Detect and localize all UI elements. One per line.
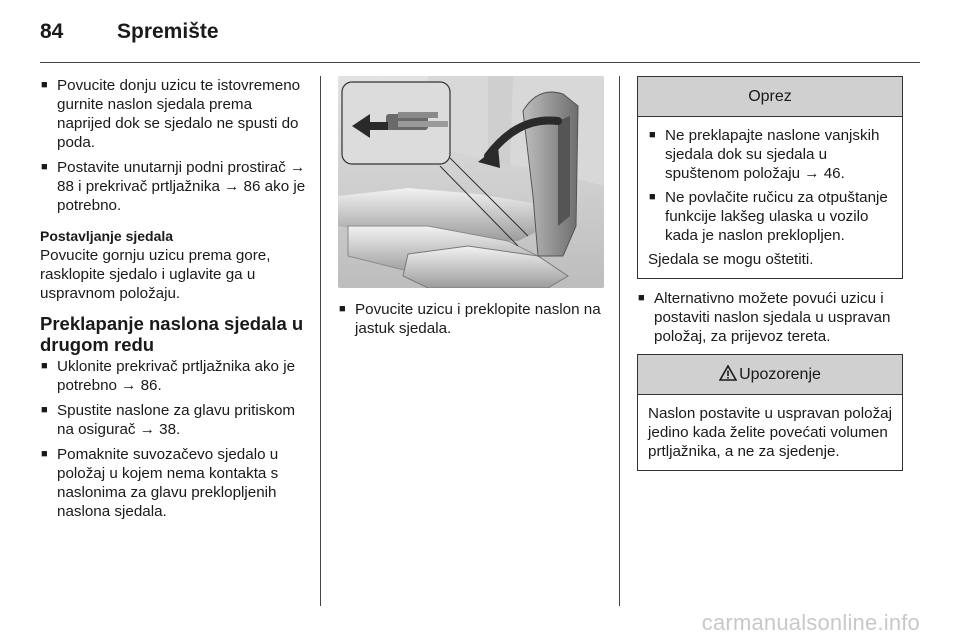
page-title: Spremište — [117, 20, 219, 43]
paragraph: Povucite gornju uzicu prema gore, rasklopite sjedalo i uglavite ga u uspravnom položaju. — [40, 247, 271, 302]
seat-illustration-svg — [338, 76, 604, 288]
instruction-list — [637, 289, 903, 346]
column-divider — [320, 76, 321, 606]
caption-list — [338, 300, 604, 338]
column-divider — [619, 76, 620, 606]
list-item: ■ Povucite donju uzicu te istovremeno gurnite naslon sjedala prema naprijed dok se sjedalo ne spusti do poda. — [40, 76, 308, 152]
list-item: ■ Ne povlačite ručicu za otpuštanje funkcije lakšeg ulaska u vozilo kada je naslon preklopljen. — [648, 188, 892, 245]
warning-box — [637, 354, 903, 471]
list-item: ■ Postavite unutarnji podni prostirač → 88 i prekrivač prtljažnika → 86 ako je potrebno. — [40, 158, 308, 215]
caution-title: Oprez — [638, 77, 902, 117]
section-heading: Preklapanje naslona sjedala u drugom redu — [40, 313, 304, 355]
list-item: ■ Povucite uzicu i preklopite naslon na jastuk sjedala. — [338, 300, 604, 338]
header-rule — [40, 62, 920, 63]
seat-folding-illustration — [338, 76, 604, 288]
warning-title: Upozorenje — [739, 366, 821, 383]
list-item: ■ Spustite naslone za glavu pritiskom na osigurač → 38. — [40, 401, 308, 439]
column-right — [637, 76, 903, 481]
warning-text: Naslon postavite u uspravan položaj jedino kada želite povećati volumen prtljažnika, a ne za sjedenje. — [648, 405, 892, 460]
page-number: 84 — [40, 20, 64, 43]
caution-note: Sjedala se mogu oštetiti. — [648, 251, 814, 268]
caution-box — [637, 76, 903, 279]
column-left — [40, 76, 308, 527]
list-item: ■ Alternativno možete povući uzicu i postaviti naslon sjedala u uspravan položaj, za prijevoz tereta. — [637, 289, 903, 346]
caution-body — [638, 117, 902, 278]
column-middle — [338, 76, 604, 344]
list-item: ■ Pomaknite suvozačevo sjedalo u položaj u kojem nema kontakta s naslonima za glavu preklopljenih naslona sjedala. — [40, 445, 308, 521]
instruction-list — [40, 76, 308, 215]
watermark: carmanualsonline.info — [701, 610, 920, 635]
warning-triangle-icon — [719, 365, 737, 381]
caution-list — [648, 126, 892, 245]
list-item: ■ Ne preklapajte naslone vanjskih sjedala dok su sjedala u spuštenom položaju → 46. — [648, 126, 892, 183]
list-item: ■ Uklonite prekrivač prtljažnika ako je potrebno → 86. — [40, 357, 308, 395]
warning-header — [638, 355, 902, 395]
sub-heading: Postavljanje sjedala — [40, 228, 174, 244]
instruction-list — [40, 357, 308, 521]
